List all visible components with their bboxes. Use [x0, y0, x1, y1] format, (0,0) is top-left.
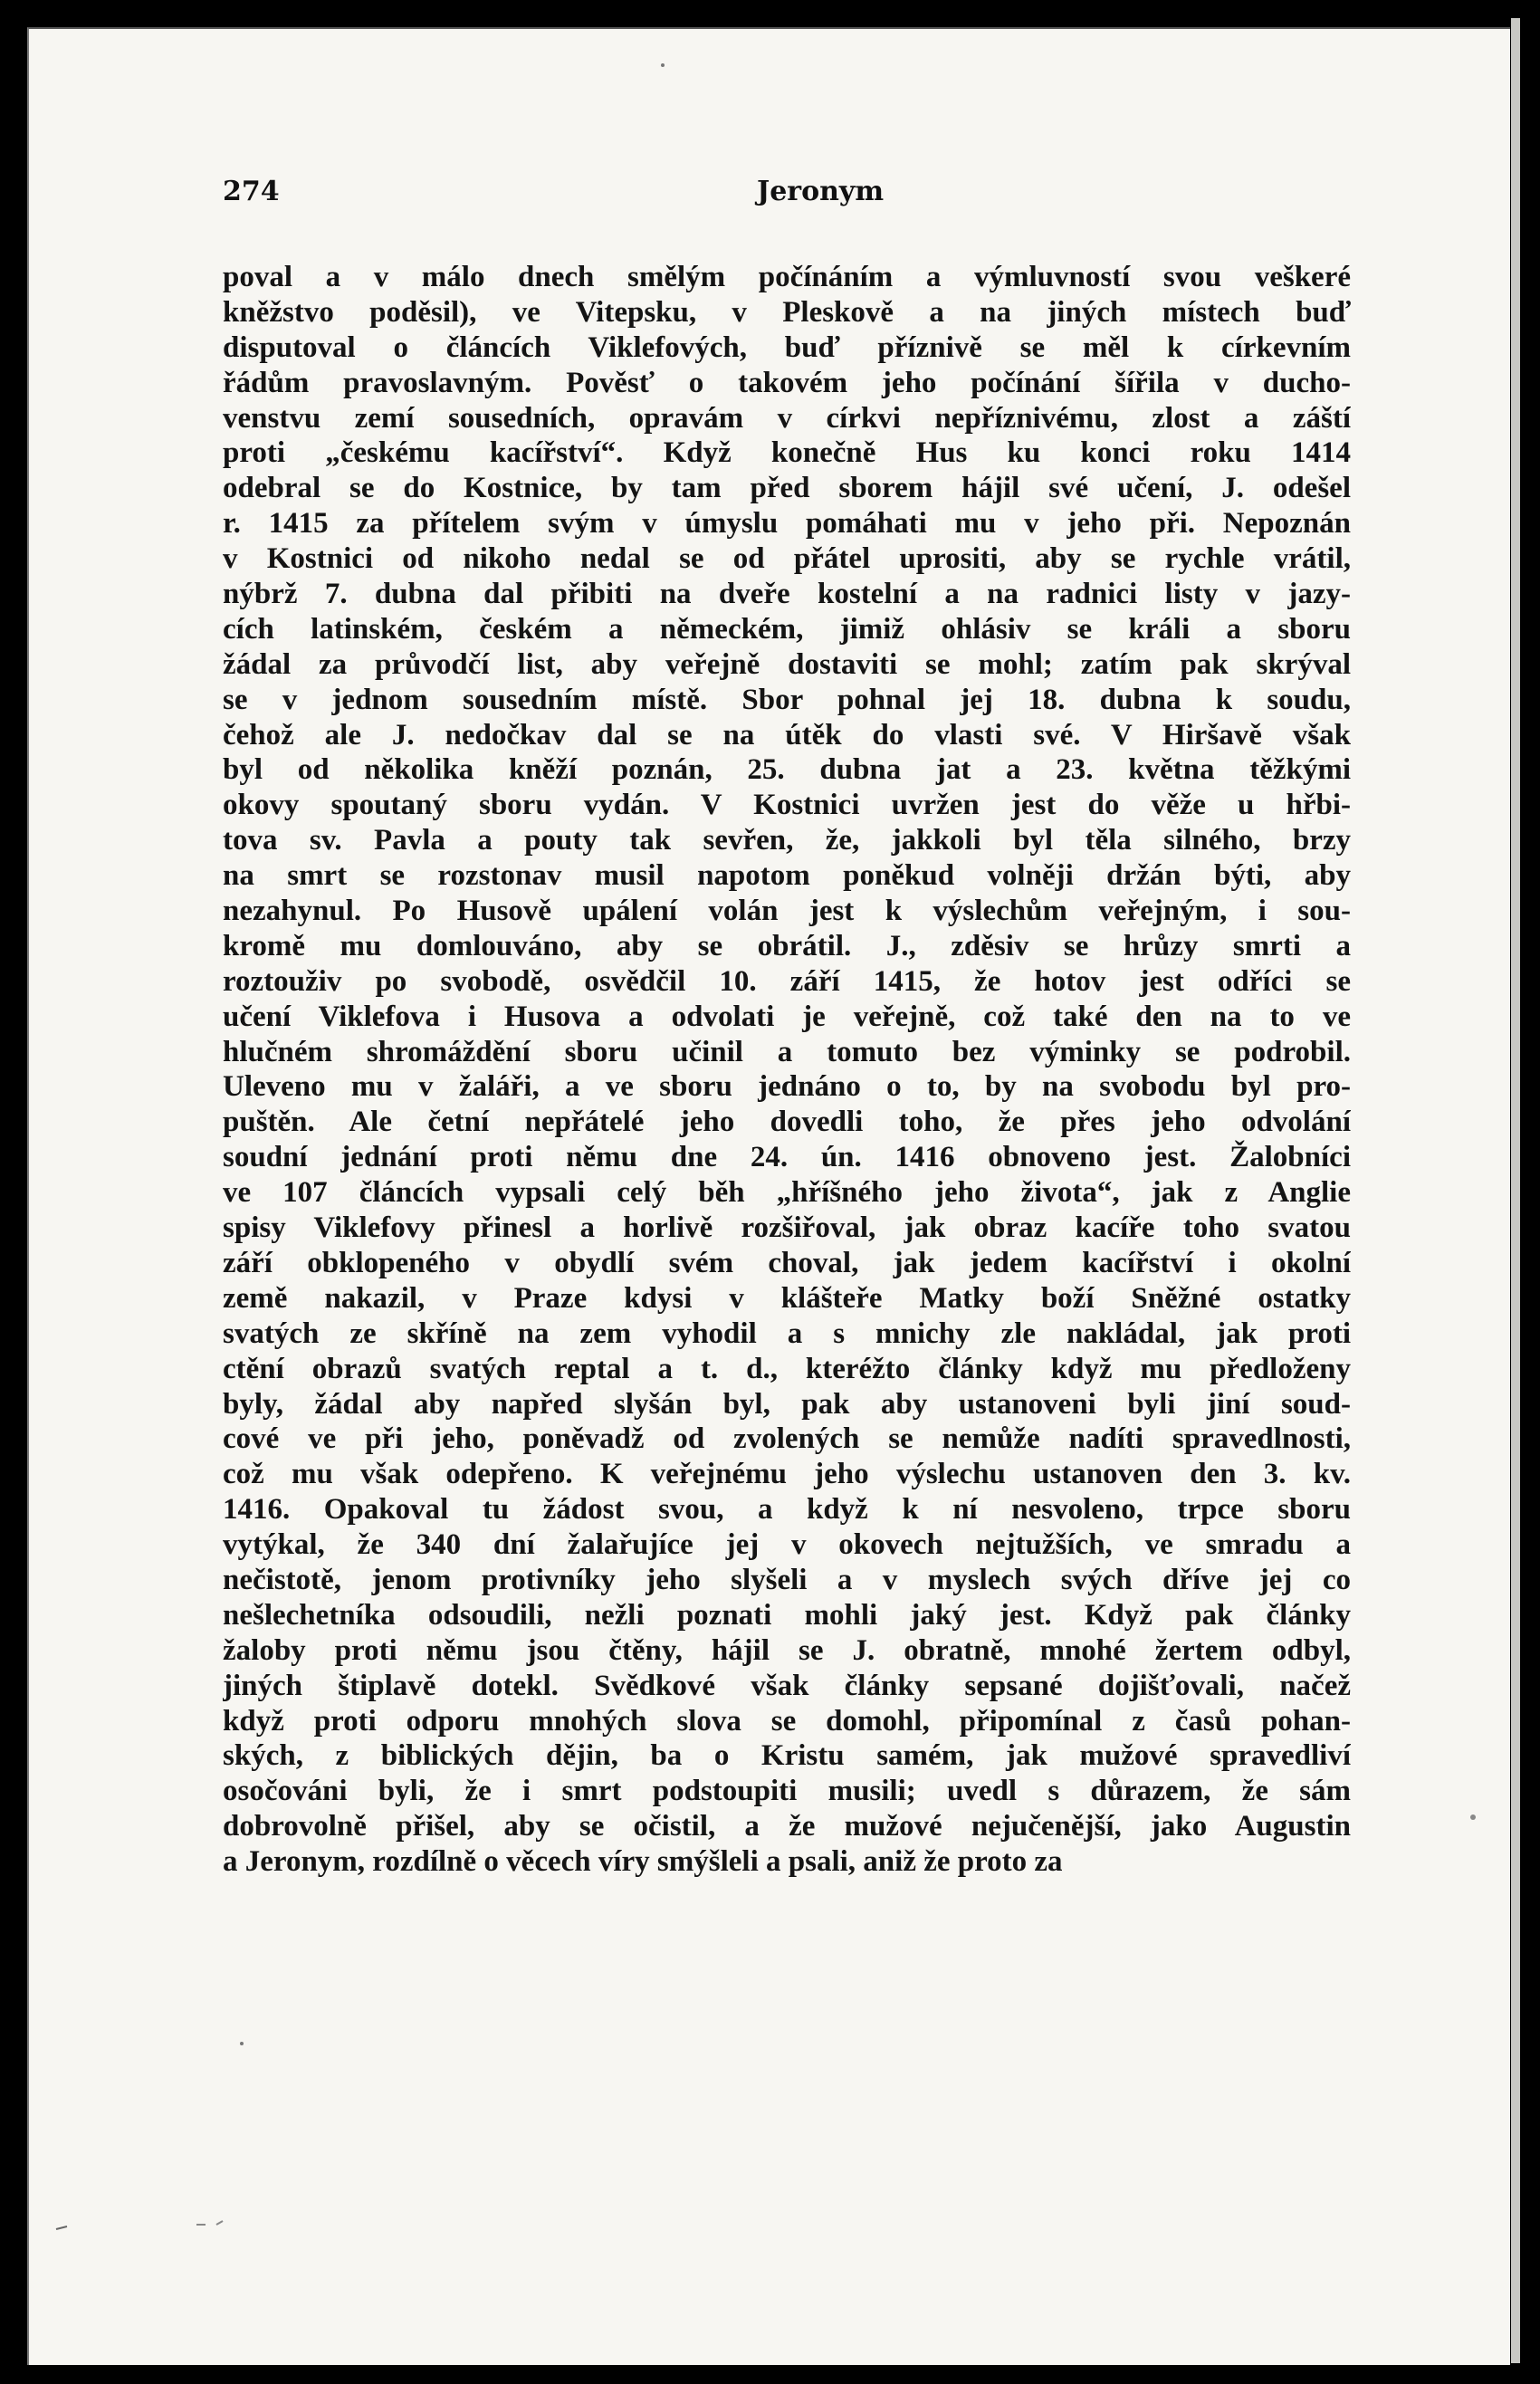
text-line: soudní jednání proti němu dne 24. ún. 1416 obnoveno jest. Žalobníci	[223, 1141, 1351, 1174]
book-page	[27, 27, 1510, 2365]
page-number: 274	[223, 176, 280, 207]
text-line: disputoval o článcích Viklefových, buď příznivě se měl k církevním	[223, 330, 1351, 364]
running-title: Jeronym	[757, 176, 885, 207]
text-line: na smrt se rozstonav musil napotom poněkud volněji držán býti, aby	[223, 859, 1351, 893]
text-line: odebral se do Kostnice, by tam před sborem hájil své učení, J. odešel	[223, 472, 1351, 505]
text-line: v Kostnici od nikoho nedal se od přátel uprositi, aby se rychle vrátil,	[223, 542, 1351, 576]
text-line: nezahynul. Po Husově upálení volán jest k výslechům veřejným, i sou-	[223, 895, 1351, 928]
text-line: kromě mu domlouváno, aby se obrátil. J., zděsiv se hrůzy smrti a	[223, 929, 1351, 962]
text-line: cích latinském, českém a německém, jimiž ohlásiv se králi a sboru	[223, 612, 1351, 646]
text-line: jiných štiplavě dotekl. Svědkové však články sepsané dojišťovali, načež	[223, 1669, 1351, 1702]
text-line: čehož ale J. nedočkav dal se na útěk do vlasti své. V Hiršavě však	[223, 718, 1351, 752]
text-line: tova sv. Pavla a pouty tak sevřen, že, jakkoli byl těla silného, brzy	[223, 824, 1351, 857]
text-line: země nakazil, v Praze kdysi v klášteře Matky boží Sněžné ostatky	[223, 1281, 1351, 1315]
text-line: učení Viklefova i Husova a odvolati je veřejně, což také den na to ve	[223, 1000, 1351, 1033]
text-line: okovy spoutaný sboru vydán. V Kostnici uvržen jest do věže u hřbi-	[223, 789, 1351, 822]
scan-right-edge	[1508, 0, 1540, 2384]
text-line: proti „českému kacířství“. Když konečně Hus ku konci roku 1414	[223, 436, 1351, 470]
text-line: řádům pravoslavným. Pověsť o takovém jeho počínání šířila v ducho-	[223, 366, 1351, 399]
text-line: kněžstvo poděsil), ve Vitepsku, v Pleskově a na jiných místech buď	[223, 295, 1351, 329]
text-line: žaloby proti němu jsou čtěny, hájil se J. obratně, mnohé žertem odbyl,	[223, 1633, 1351, 1667]
text-line: roztouživ po svobodě, osvědčil 10. září 1415, že hotov jest odříci se	[223, 964, 1351, 998]
text-line: Uleveno mu v žaláři, a ve sboru jednáno o to, by na svobodu byl pro-	[223, 1070, 1351, 1104]
text-line: spisy Viklefovy přinesl a horlivě rozšiřoval, jak obraz kacíře toho svatou	[223, 1211, 1351, 1245]
body-text	[223, 260, 1351, 1880]
text-line: žádal za průvodčí list, aby veřejně dostaviti se mohl; zatím pak skrýval	[223, 647, 1351, 681]
text-line: ských, z biblických dějin, ba o Kristu samém, jak mužové spravedliví	[223, 1739, 1351, 1773]
text-line: nešlechetníka odsoudili, nežli poznati mohli jaký jest. Když pak články	[223, 1598, 1351, 1632]
text-line: byl od několika kněží poznán, 25. dubna jat a 23. května těžkými	[223, 753, 1351, 787]
text-line: cové ve při jeho, poněvadž od zvolených se nemůže nadíti spravedlnosti,	[223, 1422, 1351, 1456]
page-header	[223, 176, 1351, 212]
text-line: se v jednom sousedním místě. Sbor pohnal jej 18. dubna k soudu,	[223, 683, 1351, 716]
text-line: nečistotě, jenom protivníky jeho slyšeli a v myslech svých dříve jej co	[223, 1563, 1351, 1596]
text-line: puštěn. Ale četní nepřátelé jeho dovedli toho, že přes jeho odvolání	[223, 1106, 1351, 1139]
text-line: ve 107 článcích vypsali celý běh „hříšného jeho života“, jak z Anglie	[223, 1176, 1351, 1210]
text-line: svatých ze skříně na zem vyhodil a s mnichy zle nakládal, jak proti	[223, 1316, 1351, 1350]
text-line: hlučném shromáždění sboru učinil a tomuto bez výminky se podrobil.	[223, 1035, 1351, 1068]
text-line: když proti odporu mnohých slova se domohl, připomínal z časů pohan-	[223, 1704, 1351, 1738]
text-line: osočováni byli, že i smrt podstoupiti musili; uvedl s důrazem, že sám	[223, 1775, 1351, 1808]
text-line: dobrovolně přišel, aby se očistil, a že mužové nejučenější, jako Augustin	[223, 1810, 1351, 1843]
text-line: což mu však odepřeno. K veřejnému jeho výslechu ustanoven den 3. kv.	[223, 1458, 1351, 1491]
text-line: venstvu zemí sousedních, opravám v církvi nepříznivému, zlost a záští	[223, 401, 1351, 435]
scan-edge-strip	[1511, 18, 1520, 2363]
text-line: byly, žádal aby napřed slyšán byl, pak aby ustanoveni byli jiní soud-	[223, 1387, 1351, 1421]
text-line: r. 1415 za přítelem svým v úmyslu pomáhati mu v jeho při. Nepoznán	[223, 507, 1351, 541]
text-line: vytýkal, že 340 dní žalařujíce jej v okovech nejtužších, ve smradu a	[223, 1528, 1351, 1562]
text-line: nýbrž 7. dubna dal přibiti na dveře kostelní a na radnici listy v jazy-	[223, 578, 1351, 611]
text-line: ctění obrazů svatých reptal a t. d., kteréžto články když mu předloženy	[223, 1352, 1351, 1385]
text-line: poval a v málo dnech smělým počínáním a výmluvností svou veškeré	[223, 261, 1351, 293]
text-line: září obklopeného v obydlí svém choval, jak jedem kacířství i okolní	[223, 1246, 1351, 1279]
text-line: 1416. Opakoval tu žádost svou, a když k ní nesvoleno, trpce sboru	[223, 1493, 1351, 1527]
text-line: a Jeronym, rozdílně o věcech víry smýšleli a psali, aniž že proto za	[223, 1845, 1063, 1879]
